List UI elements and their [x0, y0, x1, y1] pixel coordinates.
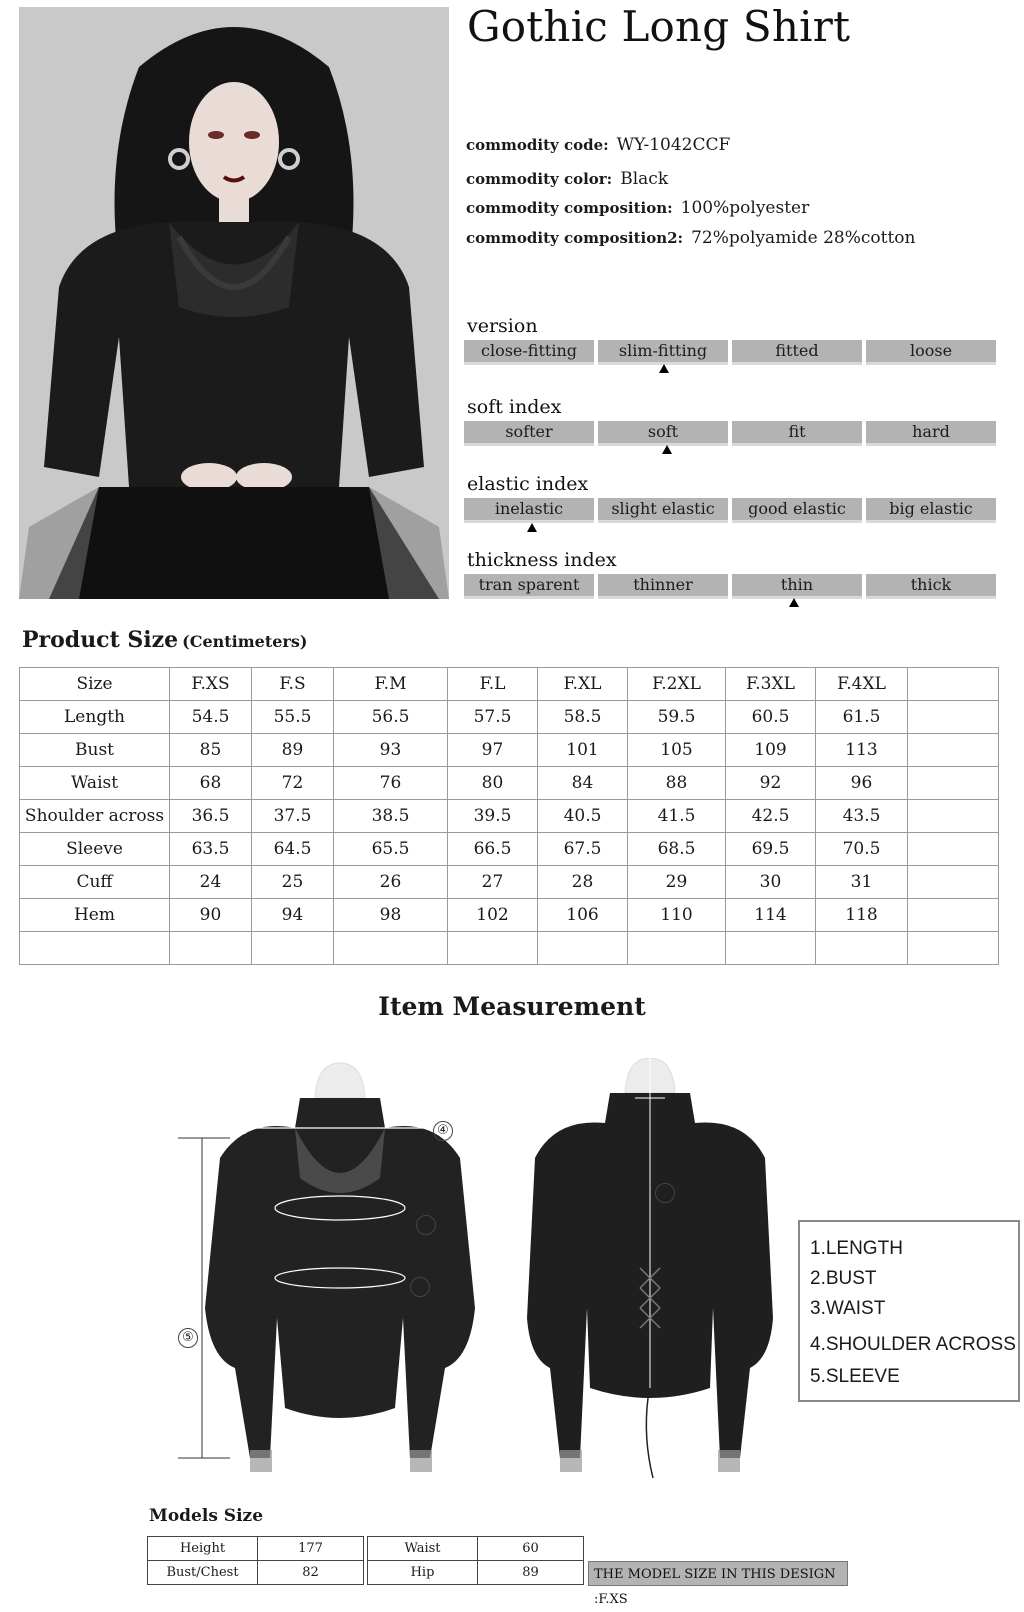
table-cell: 39.5 [448, 800, 538, 833]
garment-back-image [515, 1058, 775, 1488]
elastic-index-selected-marker-icon [527, 523, 537, 532]
table-row-label: Hem [20, 899, 170, 932]
table-cell: 92 [726, 767, 816, 800]
table-cell [908, 833, 999, 866]
table-header-row [20, 668, 999, 701]
model-measure-label: Height [148, 1537, 258, 1561]
table-cell: 88 [628, 767, 726, 800]
table-cell: 113 [816, 734, 908, 767]
waist-marker: ③ [410, 1277, 430, 1297]
elastic-index-option: inelastic [464, 498, 594, 523]
thickness-index-option: thick [866, 574, 996, 599]
legend-item: 4.SHOULDER ACROSS [810, 1334, 1016, 1355]
table-cell: 70.5 [816, 833, 908, 866]
table-cell: 69.5 [726, 833, 816, 866]
model-measure-label: Bust/Chest [148, 1561, 258, 1585]
table-header-cell: F.XS [170, 668, 252, 701]
table-cell: 38.5 [334, 800, 448, 833]
table-cell: 89 [252, 734, 334, 767]
table-cell: 31 [816, 866, 908, 899]
table-header-cell: F.4XL [816, 668, 908, 701]
thickness-index-title: thickness index [467, 549, 617, 571]
soft-index-option: soft [598, 421, 728, 446]
table-cell: 55.5 [252, 701, 334, 734]
table-cell [908, 767, 999, 800]
models-table-right [367, 1536, 584, 1585]
table-row-label [20, 932, 170, 965]
elastic-index-scale [464, 498, 998, 520]
model-photo [19, 7, 449, 599]
table-cell: 93 [334, 734, 448, 767]
table-cell: 90 [170, 899, 252, 932]
table-cell: 30 [726, 866, 816, 899]
table-cell: 105 [628, 734, 726, 767]
table-cell: 94 [252, 899, 334, 932]
table-cell: 67.5 [538, 833, 628, 866]
table-row [20, 833, 999, 866]
models-size-heading: Models Size [149, 1506, 264, 1526]
table-cell [908, 899, 999, 932]
attribute-key: commodity composition2: [466, 229, 684, 247]
table-header-cell: F.M [334, 668, 448, 701]
table-row [20, 734, 999, 767]
sleeve-marker: ⑤ [178, 1328, 198, 1348]
table-cell: 54.5 [170, 701, 252, 734]
table-cell [628, 932, 726, 965]
thickness-index-scale [464, 574, 998, 596]
model-measure-label: Waist [368, 1537, 478, 1561]
table-cell: 56.5 [334, 701, 448, 734]
product-size-heading [22, 627, 307, 653]
version-scale [464, 340, 998, 362]
attribute-value: 100%polyester [680, 198, 810, 218]
thickness-index-option: thin [732, 574, 862, 599]
table-cell: 98 [334, 899, 448, 932]
soft-index-title: soft index [467, 396, 562, 418]
table-row-label: Shoulder across [20, 800, 170, 833]
soft-index-option: hard [866, 421, 996, 446]
table-cell: 37.5 [252, 800, 334, 833]
size-table [19, 667, 999, 965]
table-cell: 96 [816, 767, 908, 800]
model-measure-value: 89 [478, 1561, 584, 1585]
table-cell: 97 [448, 734, 538, 767]
table-cell: 25 [252, 866, 334, 899]
table-cell [816, 932, 908, 965]
table-row [148, 1537, 364, 1561]
table-cell: 106 [538, 899, 628, 932]
attribute-key: commodity composition: [466, 199, 673, 217]
product-size-title: Product Size [22, 627, 179, 653]
table-cell: 80 [448, 767, 538, 800]
table-cell: 24 [170, 866, 252, 899]
attribute-value: 72%polyamide 28%cotton [691, 228, 916, 248]
table-cell: 110 [628, 899, 726, 932]
table-cell: 66.5 [448, 833, 538, 866]
thickness-index-option: thinner [598, 574, 728, 599]
table-cell: 42.5 [726, 800, 816, 833]
attribute-key: commodity code: [466, 136, 609, 154]
table-cell: 65.5 [334, 833, 448, 866]
table-cell [908, 932, 999, 965]
table-header-cell: F.2XL [628, 668, 726, 701]
model-measure-value: 82 [258, 1561, 364, 1585]
length-marker: ① [655, 1183, 675, 1203]
table-row [20, 701, 999, 734]
attribute-value: Black [620, 169, 669, 189]
table-row [148, 1561, 364, 1585]
legend-item: 1.LENGTH [810, 1238, 903, 1259]
table-cell: 43.5 [816, 800, 908, 833]
shoulder-marker: ④ [433, 1121, 453, 1141]
table-row-label: Bust [20, 734, 170, 767]
table-header-cell: Size [20, 668, 170, 701]
table-cell: 114 [726, 899, 816, 932]
version-option: fitted [732, 340, 862, 365]
table-cell [908, 800, 999, 833]
bust-marker: ② [416, 1215, 436, 1235]
garment-front-image [175, 1058, 500, 1488]
thickness-index-selected-marker-icon [789, 598, 799, 607]
product-title: Gothic Long Shirt [467, 2, 851, 51]
table-cell [726, 932, 816, 965]
table-cell: 102 [448, 899, 538, 932]
table-cell [334, 932, 448, 965]
table-cell: 29 [628, 866, 726, 899]
item-measurement-heading: Item Measurement [378, 992, 646, 1021]
soft-index-scale [464, 421, 998, 443]
table-row [20, 866, 999, 899]
table-row-label: Length [20, 701, 170, 734]
legend-item: 3.WAIST [810, 1298, 886, 1319]
attribute-commodity-composition2 [466, 228, 915, 248]
table-row-label: Cuff [20, 866, 170, 899]
table-cell: 40.5 [538, 800, 628, 833]
table-cell: 61.5 [816, 701, 908, 734]
model-size-note: THE MODEL SIZE IN THIS DESIGN :F.XS [588, 1561, 848, 1586]
table-row [20, 767, 999, 800]
version-selected-marker-icon [659, 364, 669, 373]
table-cell: 101 [538, 734, 628, 767]
version-option: close-fitting [464, 340, 594, 365]
table-cell: 118 [816, 899, 908, 932]
model-photo-illustration [19, 7, 449, 599]
table-header-cell: F.XL [538, 668, 628, 701]
model-measure-value: 177 [258, 1537, 364, 1561]
product-size-unit: (Centimeters) [182, 632, 308, 651]
table-row [20, 800, 999, 833]
model-measure-value: 60 [478, 1537, 584, 1561]
table-cell: 58.5 [538, 701, 628, 734]
elastic-index-option: good elastic [732, 498, 862, 523]
elastic-index-option: slight elastic [598, 498, 728, 523]
table-row-label: Waist [20, 767, 170, 800]
version-title: version [467, 315, 538, 337]
legend-item: 2.BUST [810, 1268, 877, 1289]
table-cell: 28 [538, 866, 628, 899]
table-cell: 68.5 [628, 833, 726, 866]
table-header-cell: F.S [252, 668, 334, 701]
attribute-commodity-color [466, 169, 668, 189]
table-cell [538, 932, 628, 965]
table-cell: 64.5 [252, 833, 334, 866]
table-cell [908, 866, 999, 899]
table-header-cell: F.L [448, 668, 538, 701]
table-row [20, 932, 999, 965]
table-cell: 84 [538, 767, 628, 800]
table-cell: 63.5 [170, 833, 252, 866]
table-row [20, 899, 999, 932]
table-cell [448, 932, 538, 965]
soft-index-selected-marker-icon [662, 445, 672, 454]
attribute-commodity-composition [466, 198, 809, 218]
table-cell: 41.5 [628, 800, 726, 833]
models-table-left [147, 1536, 364, 1585]
elastic-index-option: big elastic [866, 498, 996, 523]
table-cell: 72 [252, 767, 334, 800]
table-row [368, 1561, 584, 1585]
attribute-key: commodity color: [466, 170, 613, 188]
version-option: loose [866, 340, 996, 365]
table-cell [908, 734, 999, 767]
elastic-index-title: elastic index [467, 473, 589, 495]
table-cell: 60.5 [726, 701, 816, 734]
table-cell: 36.5 [170, 800, 252, 833]
soft-index-option: fit [732, 421, 862, 446]
legend-item: 5.SLEEVE [810, 1366, 900, 1387]
thickness-index-option: tran sparent [464, 574, 594, 599]
table-cell: 85 [170, 734, 252, 767]
table-cell: 27 [448, 866, 538, 899]
table-row-label: Sleeve [20, 833, 170, 866]
table-cell [170, 932, 252, 965]
table-cell: 76 [334, 767, 448, 800]
soft-index-option: softer [464, 421, 594, 446]
attribute-commodity-code [466, 135, 730, 155]
table-cell: 59.5 [628, 701, 726, 734]
model-measure-label: Hip [368, 1561, 478, 1585]
table-cell: 26 [334, 866, 448, 899]
table-header-cell [908, 668, 999, 701]
measurement-legend [798, 1220, 1020, 1402]
table-cell: 57.5 [448, 701, 538, 734]
attribute-value: WY-1042CCF [616, 135, 731, 155]
table-cell [908, 701, 999, 734]
table-cell [252, 932, 334, 965]
table-cell: 68 [170, 767, 252, 800]
version-option: slim-fitting [598, 340, 728, 365]
table-row [368, 1537, 584, 1561]
table-header-cell: F.3XL [726, 668, 816, 701]
table-cell: 109 [726, 734, 816, 767]
